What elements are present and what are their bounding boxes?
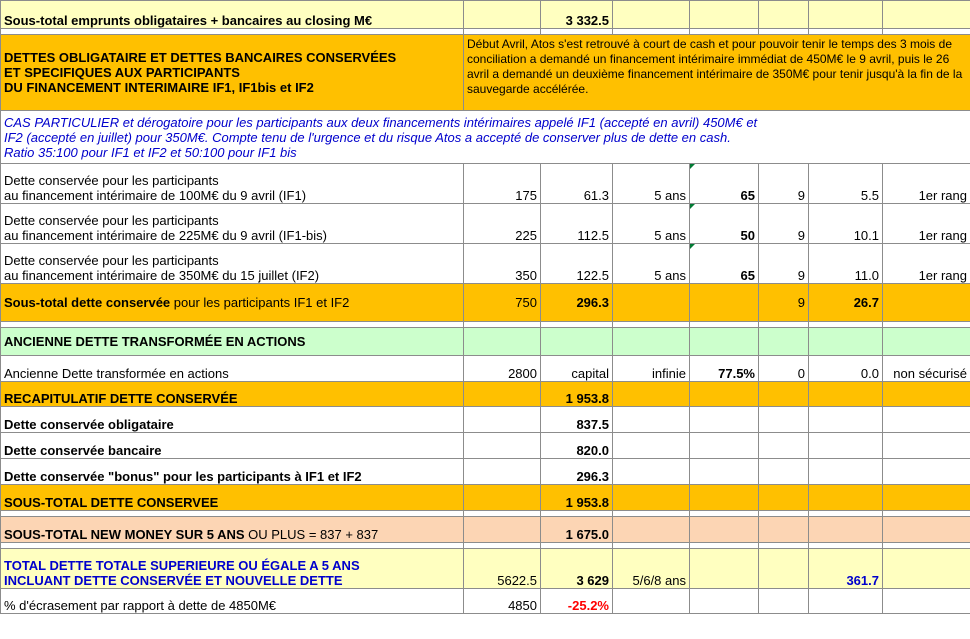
cell-label[interactable]: Dette conservée obligataire [1, 407, 464, 433]
row-subtotal-conservee [1, 284, 970, 322]
cell-label-line1: Dette conservée pour les participants [4, 213, 219, 228]
cell-label[interactable]: % d'écrasement par rapport à dette de 4850M€ [1, 589, 464, 614]
cell-conserved[interactable]: 296.3 [541, 284, 613, 322]
cell-ratio[interactable]: 50 [690, 204, 759, 244]
row-new-money [1, 517, 970, 543]
cell-rate[interactable]: 9 [759, 244, 809, 284]
row-dette-if1bis [1, 204, 970, 244]
cell-label-line2: au financement intérimaire de 100M€ du 9 avril (IF1) [4, 188, 307, 203]
cell-interest[interactable]: 11.0 [809, 244, 883, 284]
cell-rank[interactable]: 1er rang [883, 244, 970, 284]
cell-ratio[interactable]: 65 [690, 164, 759, 204]
row-cas-particulier [1, 111, 970, 164]
cell-label-line1: Dette conservée pour les participants [4, 173, 219, 188]
cell-interest[interactable]: 5.5 [809, 164, 883, 204]
cell-interest[interactable]: 0.0 [809, 356, 883, 382]
cell-label[interactable]: Ancienne Dette transformée en actions [1, 356, 464, 382]
cell-label-line2: INCLUANT DETTE CONSERVÉE ET NOUVELLE DETTE [4, 573, 343, 588]
row-dettes-header [1, 35, 970, 111]
cell-amount[interactable]: 5622.5 [464, 549, 541, 589]
row-sous-total-conservee [1, 485, 970, 511]
dettes-header-line1: DETTES OBLIGATAIRE ET DETTES BANCAIRES CONSERVÉES [4, 50, 397, 65]
cell-value[interactable]: 1 953.8 [541, 485, 613, 511]
cas-line2: IF2 (accepté en juillet) pour 350M€. Compte tenu de l'urgence et du risque Atos a accepté de conserver plus de dette en cash. [4, 129, 731, 145]
dettes-header-line3: DU FINANCEMENT INTERIMAIRE IF1, IF1bis et IF2 [4, 80, 314, 95]
row-ancienne [1, 356, 970, 382]
cell-ratio[interactable]: 65 [690, 244, 759, 284]
cell-rate[interactable]: 9 [759, 164, 809, 204]
cell-value[interactable]: 3 332.5 [541, 1, 613, 29]
cell-rank[interactable]: 1er rang [883, 204, 970, 244]
cell-value[interactable]: 1 953.8 [541, 382, 613, 407]
cell-label-line1: Dette conservée pour les participants [4, 253, 219, 268]
cas-line3: Ratio 35:100 pour IF1 et IF2 et 50:100 pour IF1 bis [4, 144, 297, 160]
cell-amount[interactable]: 350 [464, 244, 541, 284]
cell-duration[interactable]: 5/6/8 ans [613, 549, 690, 589]
cell-label-rest: OU PLUS = 837 + 837 [244, 527, 379, 542]
row-subtotal-emprunts [1, 1, 970, 29]
cell-label[interactable]: Dette conservée bancaire [1, 433, 464, 459]
dettes-header-line2: ET SPECIFIQUES AUX PARTICIPANTS [4, 65, 240, 80]
cell-conserved[interactable]: capital [541, 356, 613, 382]
row-bonus [1, 459, 970, 485]
note-cell[interactable]: Début Avril, Atos s'est retrouvé à court de cash et pour pouvoir tenir le temps des 3 mois de conciliation a demandé un financement intérimaire immédiat de 450M€ le 9 avril, puis le 26 avril a demandé un deuxième financement intérimaire de 350M€ pour tenir jusqu'à la fin de la sauvegarde accélérée. [464, 35, 970, 111]
cell-amount[interactable]: 225 [464, 204, 541, 244]
row-bancaire [1, 433, 970, 459]
section-header[interactable]: ANCIENNE DETTE TRANSFORMÉE EN ACTIONS [1, 328, 464, 356]
cell-label-line2: au financement intérimaire de 225M€ du 9 avril (IF1-bis) [4, 228, 327, 243]
cell-percent[interactable]: -25.2% [541, 589, 613, 614]
cell-amount[interactable]: 750 [464, 284, 541, 322]
cell-rate[interactable]: 9 [759, 204, 809, 244]
cell-label[interactable]: SOUS-TOTAL DETTE CONSERVEE [1, 485, 464, 511]
row-total [1, 549, 970, 589]
row-dette-if2 [1, 244, 970, 284]
cell-duration[interactable]: 5 ans [613, 244, 690, 284]
row-obligataire [1, 407, 970, 433]
row-ecrasement [1, 589, 970, 614]
cell-value[interactable]: 296.3 [541, 459, 613, 485]
cell-ratio[interactable]: 77.5% [690, 356, 759, 382]
row-recap [1, 382, 970, 407]
row-dette-if1 [1, 164, 970, 204]
cell-amount[interactable]: 4850 [464, 589, 541, 614]
cell-rank[interactable]: 1er rang [883, 164, 970, 204]
cell-label-rest: pour les participants IF1 et IF2 [170, 295, 350, 310]
cell-duration[interactable]: 5 ans [613, 164, 690, 204]
cell-conserved[interactable]: 3 629 [541, 549, 613, 589]
cell-rank[interactable]: non sécurisé [883, 356, 970, 382]
row-ancienne-header [1, 328, 970, 356]
cell-conserved[interactable]: 61.3 [541, 164, 613, 204]
cell-rate[interactable]: 0 [759, 356, 809, 382]
cell-label[interactable]: Dette conservée "bonus" pour les participants à IF1 et IF2 [1, 459, 464, 485]
cell-duration[interactable]: infinie [613, 356, 690, 382]
cell-conserved[interactable]: 112.5 [541, 204, 613, 244]
cell-interest[interactable]: 361.7 [809, 549, 883, 589]
cell-conserved[interactable]: 122.5 [541, 244, 613, 284]
cell-rate[interactable]: 9 [759, 284, 809, 322]
cell-amount[interactable]: 175 [464, 164, 541, 204]
cell-amount[interactable]: 2800 [464, 356, 541, 382]
cell-interest[interactable]: 10.1 [809, 204, 883, 244]
cas-line1: CAS PARTICULIER et dérogatoire pour les participants aux deux financements intérimaires appelé IF1 (accepté en avril) 450M€ et [4, 114, 758, 130]
cell-label-line1: TOTAL DETTE TOTALE SUPERIEURE OU ÉGALE A 5 ANS [4, 558, 360, 573]
cell-value[interactable]: 837.5 [541, 407, 613, 433]
cell-label-line2: au financement intérimaire de 350M€ du 15 juillet (IF2) [4, 268, 320, 283]
cell-duration[interactable]: 5 ans [613, 204, 690, 244]
cell-value[interactable]: 820.0 [541, 433, 613, 459]
cell-label[interactable]: RECAPITULATIF DETTE CONSERVÉE [1, 382, 464, 407]
cell-value[interactable]: 1 675.0 [541, 517, 613, 543]
cell-interest[interactable]: 26.7 [809, 284, 883, 322]
cell-label-bold: Sous-total dette conservée [4, 295, 171, 310]
cell-label-bold: SOUS-TOTAL NEW MONEY SUR 5 ANS [4, 527, 245, 542]
cell-label[interactable]: Sous-total emprunts obligataires + bancaires au closing M€ [1, 1, 464, 29]
